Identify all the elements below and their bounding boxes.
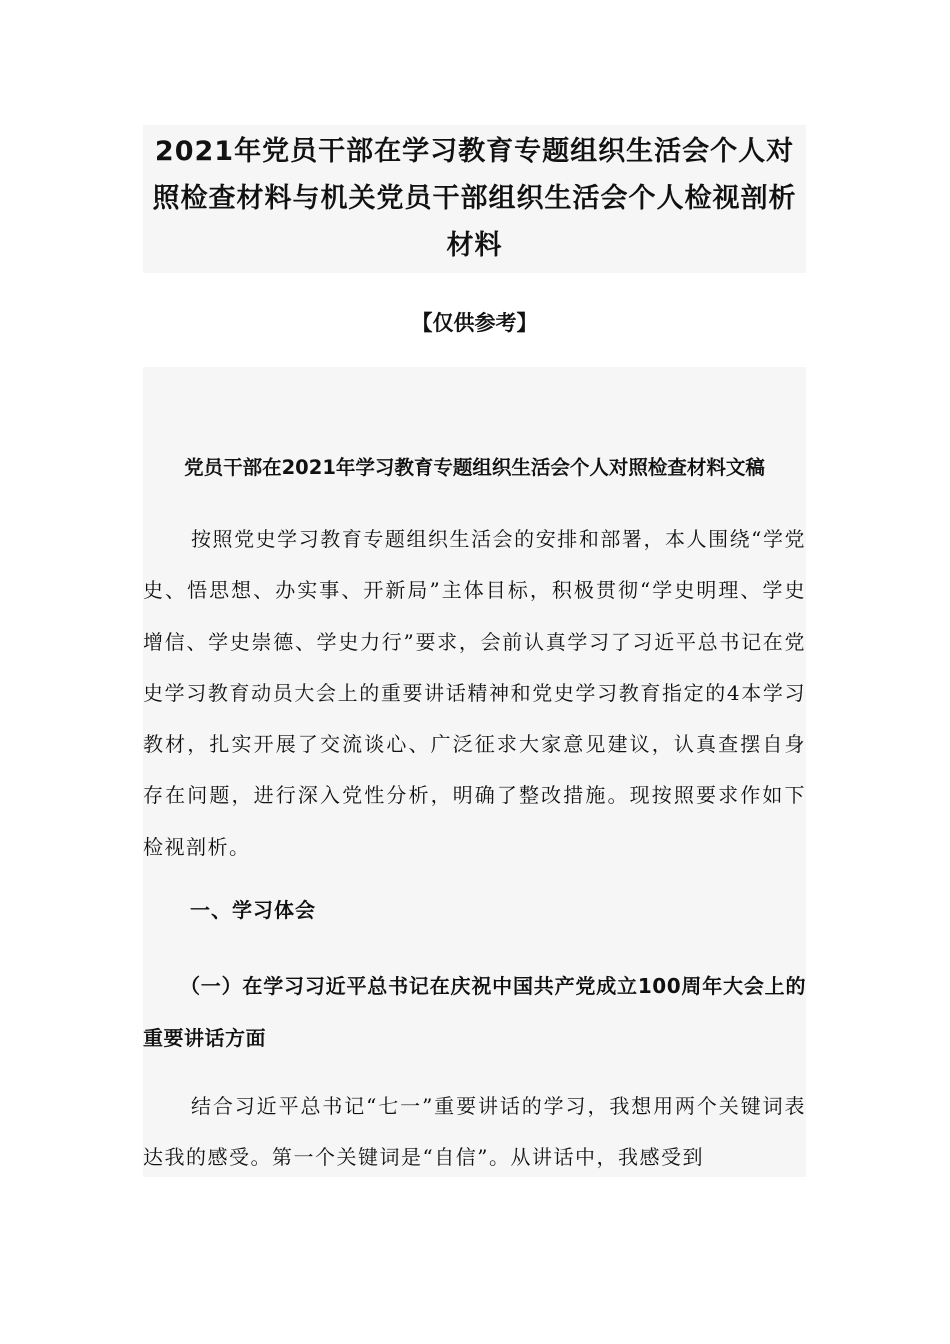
document-title: 2021年党员干部在学习教育专题组织生活会个人对照检查材料与机关党员干部组织生活会个人检视剖析材料	[152, 136, 797, 261]
reference-note: 【仅供参考】	[411, 311, 538, 335]
section-title: 党员干部在2021年学习教育专题组织生活会个人对照检查材料文稿	[184, 456, 765, 479]
body-paragraph: 结合习近平总书记“七一”重要讲话的学习，我想用两个关键词表达我的感受。第一个关键词是“自信”。从讲话中，我感受到	[143, 1094, 806, 1170]
heading-level-2: （一）在学习习近平总书记在庆祝中国共产党成立100周年大会上的重要讲话方面	[143, 974, 806, 1050]
heading-level-1: 一、学习体会	[190, 898, 316, 922]
body-paragraph: 按照党史学习教育专题组织生活会的安排和部署，本人围绕“学党史、悟思想、办实事、开新局”主体目标，积极贯彻“学史明理、学史增信、学史崇德、学史力行”要求，会前认真学习了习近平总书记在党史学习教育动员大会上的重要讲话精神和党史学习教育指定的4本学习教材，扎实开展了交流谈心、广泛征求大家意见建议，认真查摆自身存在问题，进行深入党性分析，明确了整改措施。现按照要求作如下检视剖析。	[143, 527, 806, 859]
